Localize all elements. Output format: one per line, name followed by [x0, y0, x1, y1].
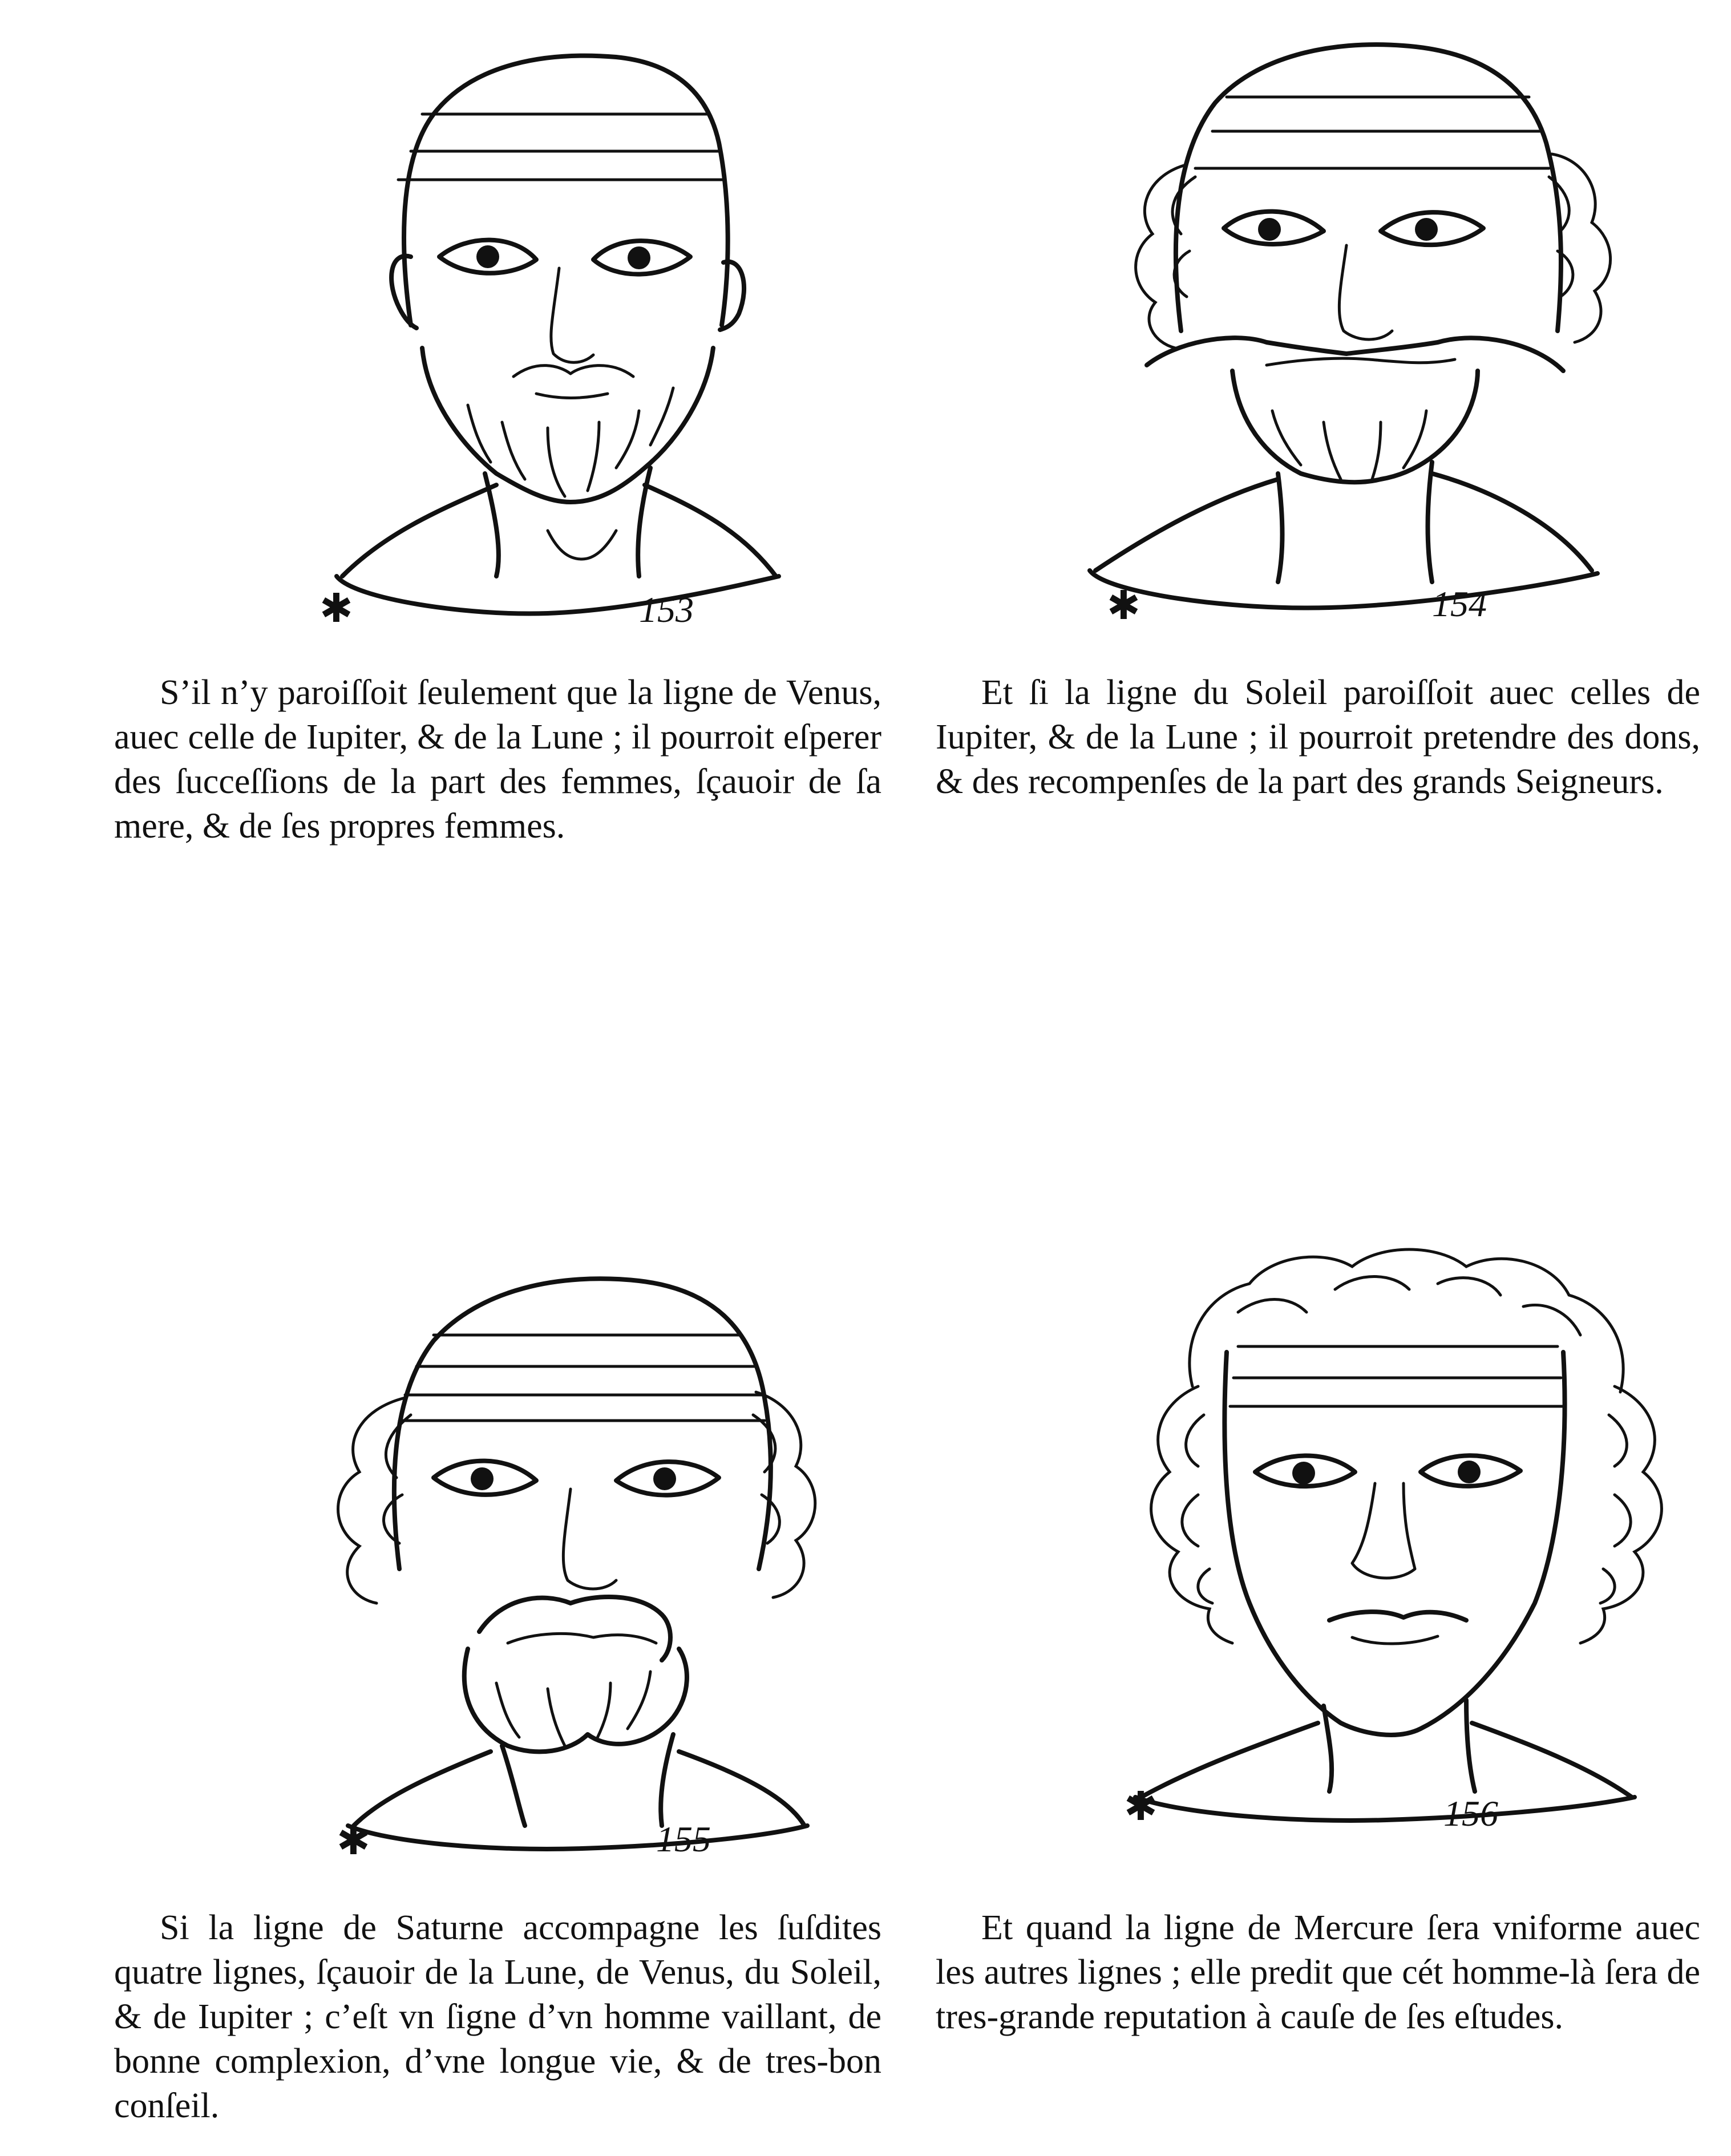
caption-153: [114, 670, 881, 848]
woodcut-head-side-hair-moustache: [1061, 23, 1731, 628]
star-mark: ✱: [337, 1817, 370, 1854]
caption-155: [114, 1906, 881, 2128]
figure-154: [1061, 23, 1731, 628]
caption-text: Et quand la ligne de Mercure ſera vniforme auec les autres lignes ; elle predit que cét homme-là ſera de tres-grande reputation à cauſe de ſes eſtudes.: [936, 1908, 1700, 2036]
star-mark: ✱: [319, 585, 353, 632]
woodcut-head-curly-sides-goatee: [240, 1249, 1038, 1854]
caption-154: [936, 670, 1700, 804]
figure-153: [228, 29, 1027, 633]
figure-number: 155: [656, 1819, 711, 1854]
figure-number: 156: [1443, 1793, 1498, 1831]
star-mark: ✱: [1107, 582, 1140, 628]
woodcut-head-full-curly-hair: [1067, 1227, 1731, 1831]
figure-number: 153: [639, 589, 694, 630]
caption-text: Si la ligne de Saturne accompagne les ſuſdites quatre lignes, ſçauoir de la Lune, de Venus, du Soleil, & de Iupiter ; c’eſt vn ſigne d’vn homme vaillant, de bonne complexion, d’vne longue vie, & de tres-bon conſeil.: [114, 1908, 881, 2125]
star-mark: ✱: [1124, 1783, 1158, 1830]
figure-155: [240, 1249, 1038, 1854]
figure-number: 154: [1432, 584, 1487, 624]
figure-156: [1067, 1227, 1731, 1831]
woodcut-head-bald-bearded: [228, 29, 1027, 633]
caption-text: S’il n’y paroiſſoit ſeulement que la ligne de Venus, auec celle de Iupiter, & de la Lune ; il pourroit eſperer des ſucceſſions de la part des femmes, ſçauoir de ſa mere, & de ſes propres femmes.: [114, 673, 881, 846]
caption-text: Et ſi la ligne du Soleil paroiſſoit auec celles de Iupiter, & de la Lune ; il pourroit pretendre des dons, & des recompenſes de la part des grands Seigneurs.: [936, 673, 1700, 801]
caption-156: [936, 1906, 1700, 2039]
